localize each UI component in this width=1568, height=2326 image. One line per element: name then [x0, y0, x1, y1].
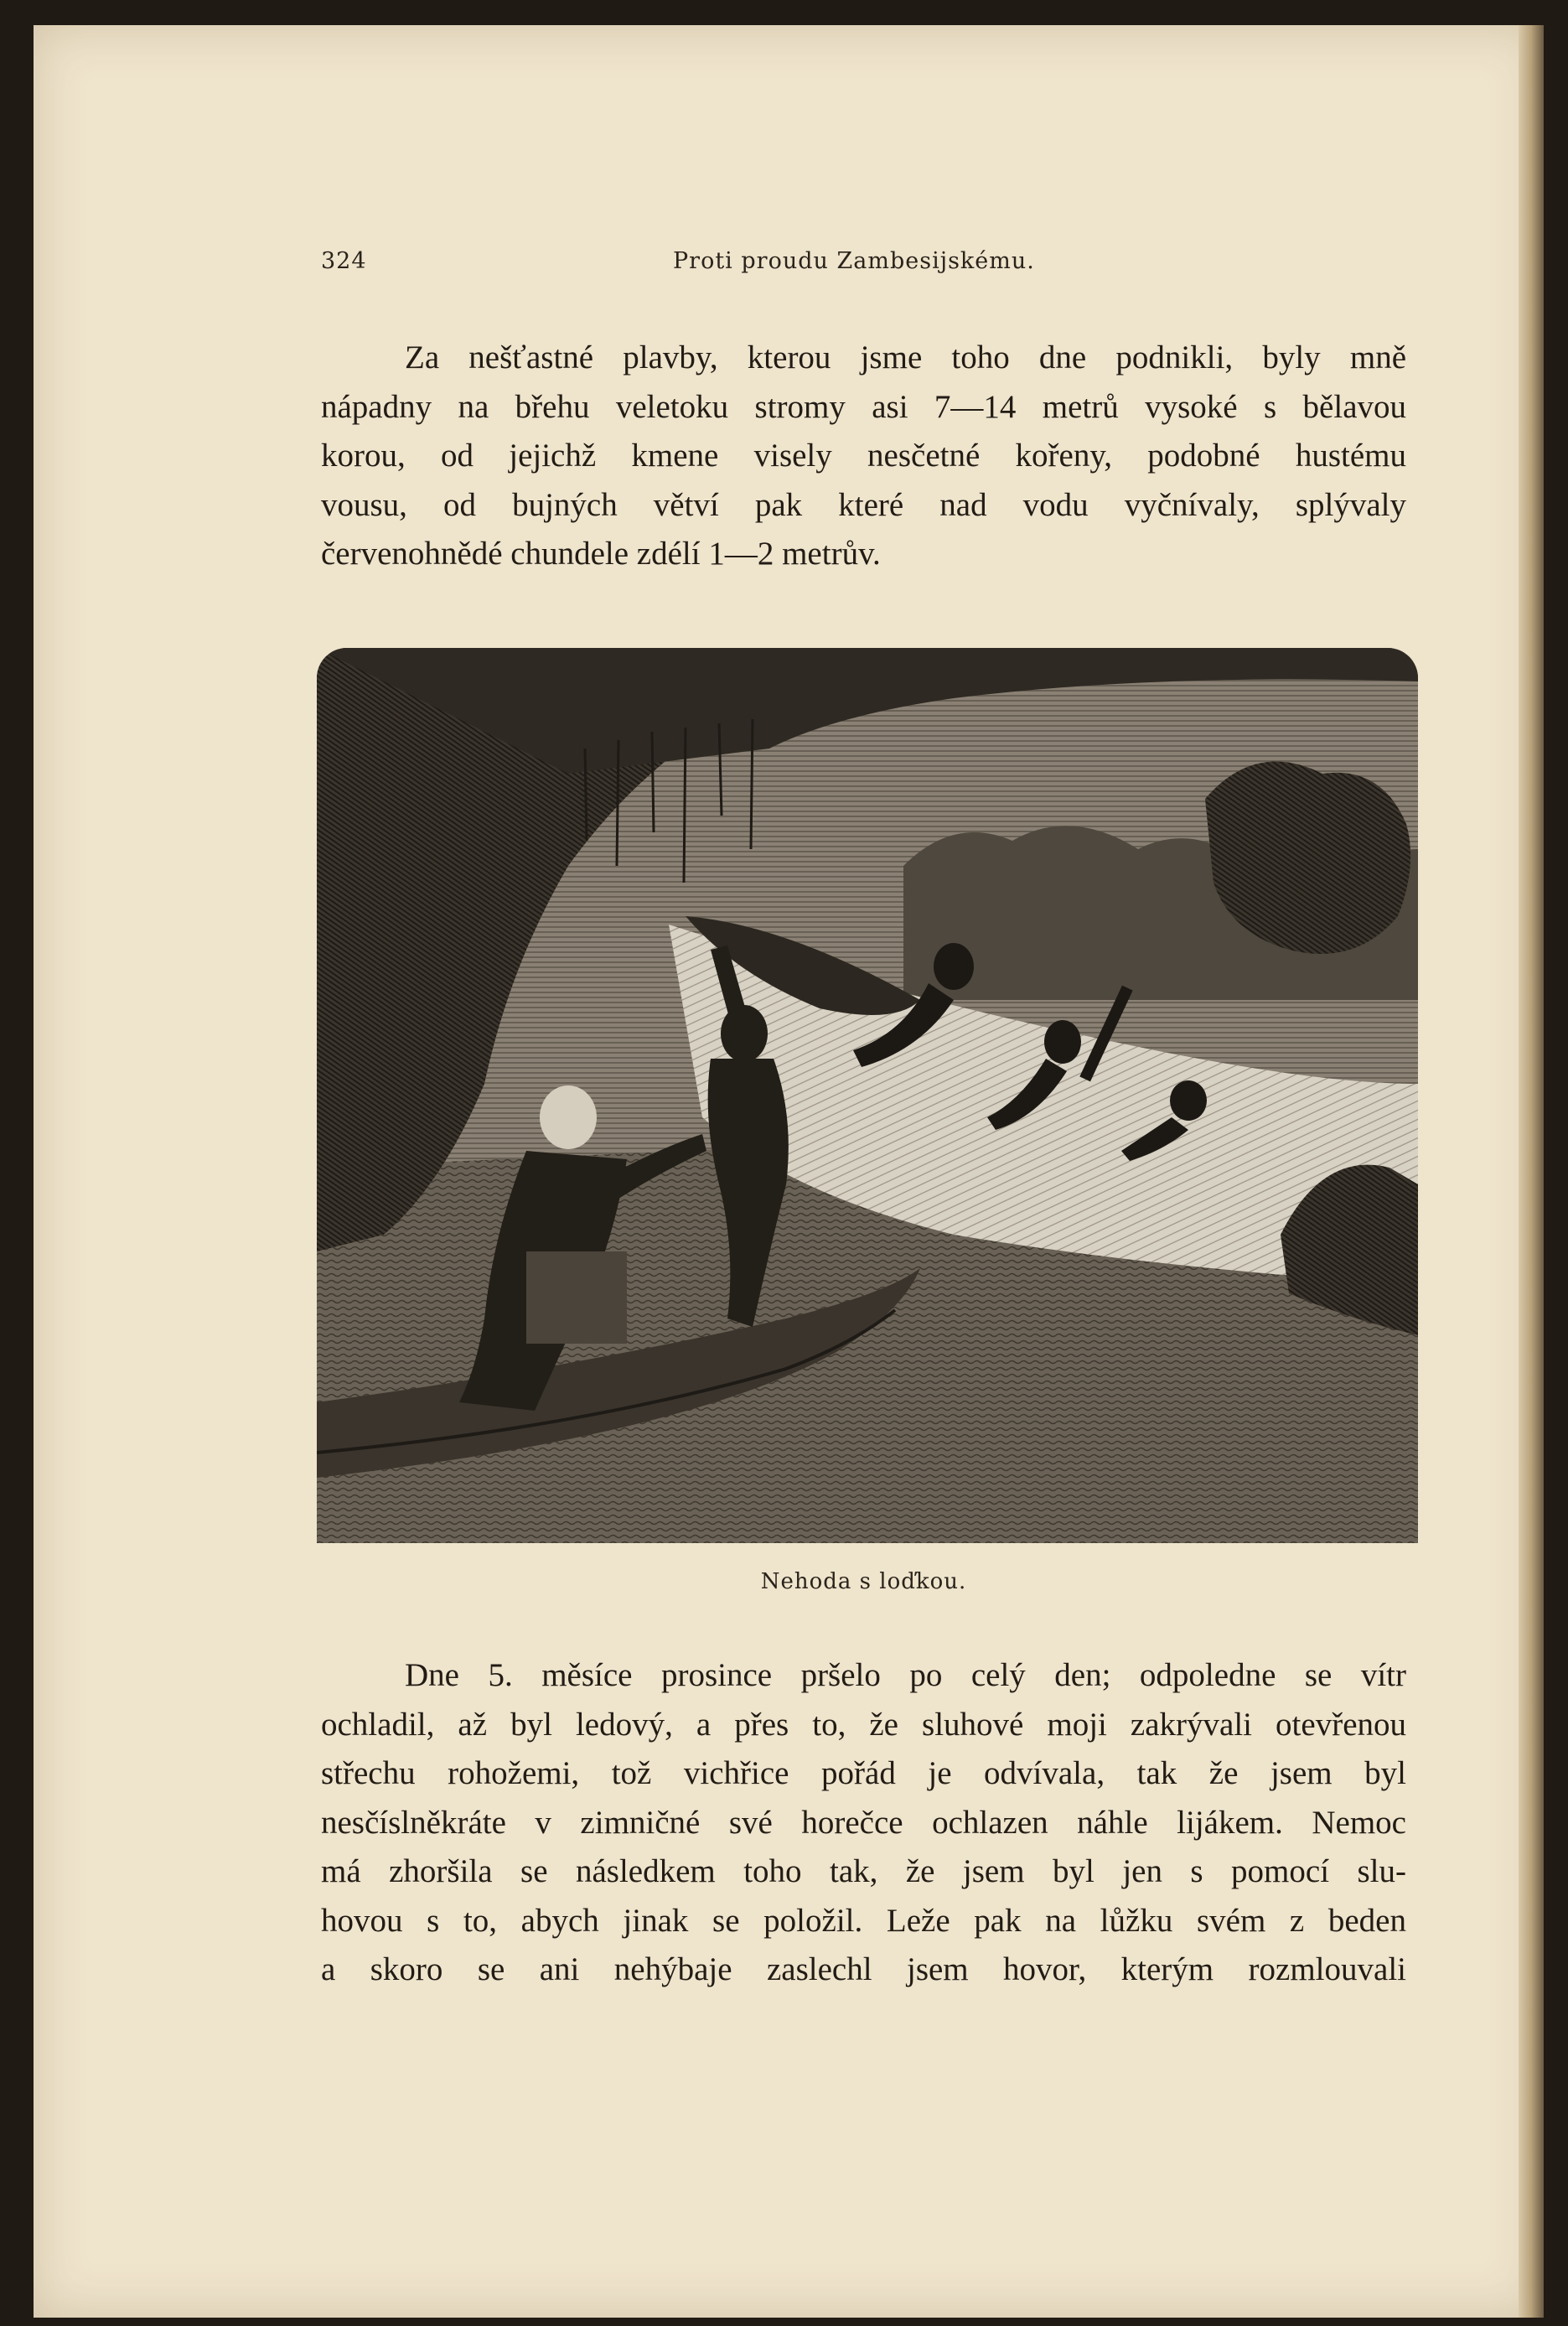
- illustration-caption: Nehoda s loďkou.: [760, 1569, 967, 1594]
- paragraph-1: [321, 334, 1406, 579]
- paragraph-2: [321, 1651, 1406, 1995]
- text-line: nesčíslněkráte v zimničné své horečce ochlazen náhle lijákem. Nemoc: [321, 1804, 1406, 1841]
- page-number: 324: [321, 248, 367, 274]
- engraving-boat-accident: [317, 648, 1418, 1543]
- text-line: červenohnědé chundele zdélí 1—2 metrův.: [321, 536, 881, 572]
- text-line: a skoro se ani nehýbaje zaslechl jsem hovor, kterým rozmlouvali: [321, 1951, 1406, 1987]
- text-line: hovou s to, abych jinak se položil. Leže pak na lůžku svém z beden: [321, 1902, 1406, 1939]
- text-line: Dne 5. měsíce prosince pršelo po celý den; odpoledne se vítr: [405, 1657, 1406, 1693]
- text-line: vousu, od bujných větví pak které nad vodu vyčnívaly, splývaly: [321, 486, 1406, 523]
- running-title: Proti proudu Zambesijskému.: [673, 248, 1035, 274]
- text-line: ochladil, až byl ledový, a přes to, že sluhové moji zakrývali otevřenou: [321, 1706, 1406, 1743]
- text-line: má zhoršila se následkem toho tak, že jsem byl jen s pomocí slu-: [321, 1853, 1406, 1889]
- text-line: střechu rohožemi, tož vichřice pořád je odvívala, tak že jsem byl: [321, 1755, 1406, 1791]
- text-line: korou, od jejichž kmene visely nesčetné kořeny, podobné hustému: [321, 438, 1406, 474]
- text-line: nápadny na břehu veletoku stromy asi 7—14 metrů vysoké s bělavou: [321, 388, 1406, 425]
- text-line: Za nešťastné plavby, kterou jsme toho dne podnikli, byly mně: [405, 339, 1406, 376]
- page-edge: [1519, 25, 1544, 2318]
- page-header: [321, 248, 1406, 282]
